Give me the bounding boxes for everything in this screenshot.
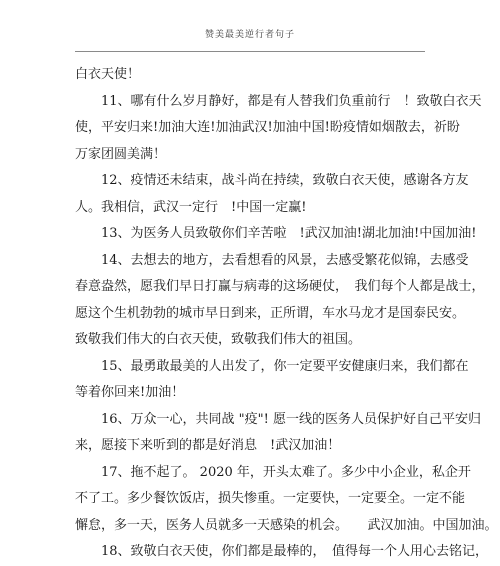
text-line: 来，愿接下来听到的都是好消息 !武汉加油！ (75, 438, 341, 453)
text-line: 不了工。多少餐饮饭店，损失惨重。一定要快，一定要全。一定不能 (75, 491, 466, 506)
text-line: 白衣天使！ (75, 67, 141, 82)
text-line: 等着你回来!加油！ (75, 385, 185, 400)
page-header (0, 0, 500, 52)
text-line: 13、为医务人员致敬你们辛苦啦 !武汉加油!湖北加油!中国加油! (101, 226, 477, 241)
document-body (75, 62, 498, 566)
text-line: 16、万众一心，共同战 "疫"! 愿一线的医务人员保护好自己平安归 (101, 411, 481, 427)
text-line: 14、去想去的地方，去看想看的风景，去感受繁花似锦，去感受 (101, 252, 469, 268)
text-line: 万家团圆美满！ (75, 146, 167, 162)
text-line: 12、疫情还未结束，战斗尚在持续，致敬白衣天使，感谢各方友 (101, 173, 469, 188)
text-line: 春意盎然，愿我们早日打赢与病毒的这场硬仗， 我们每个人都是战士， (75, 279, 485, 294)
text-line: 懈怠，多一天，医务人员就多一天感染的机会。 武汉加油。中国加油。 (75, 517, 498, 533)
text-line: 11、哪有什么岁月静好，都是有人替我们负重前行 ！致敬白衣天 (101, 93, 482, 109)
header-title: 赞美最美逆行者句子 (204, 30, 295, 40)
text-line: 使，平安归来!加油大连!加油武汉!加油中国!盼疫情如烟散去，祈盼 (75, 120, 460, 135)
text-line: 17、拖不起了。 2020 年，开头太难了。多少中小企业，私企开 (101, 464, 471, 480)
text-line: 18、致敬白衣天使，你们都是最棒的， 值得每一个人用心去铭记， (101, 544, 489, 559)
header-divider (75, 51, 425, 52)
text-line: 15、最勇敢最美的人出发了，你一定要平安健康归来，我们都在 (101, 358, 469, 374)
text-line: 致敬我们伟大的白衣天使，致敬我们伟大的祖国。 (75, 332, 362, 347)
text-line: 人。我相信，武汉一定行 !中国一定赢! (75, 199, 307, 215)
text-line: 愿这个生机勃勃的城市早日到来，正所谓，车水马龙才是国泰民安。 (75, 305, 466, 321)
